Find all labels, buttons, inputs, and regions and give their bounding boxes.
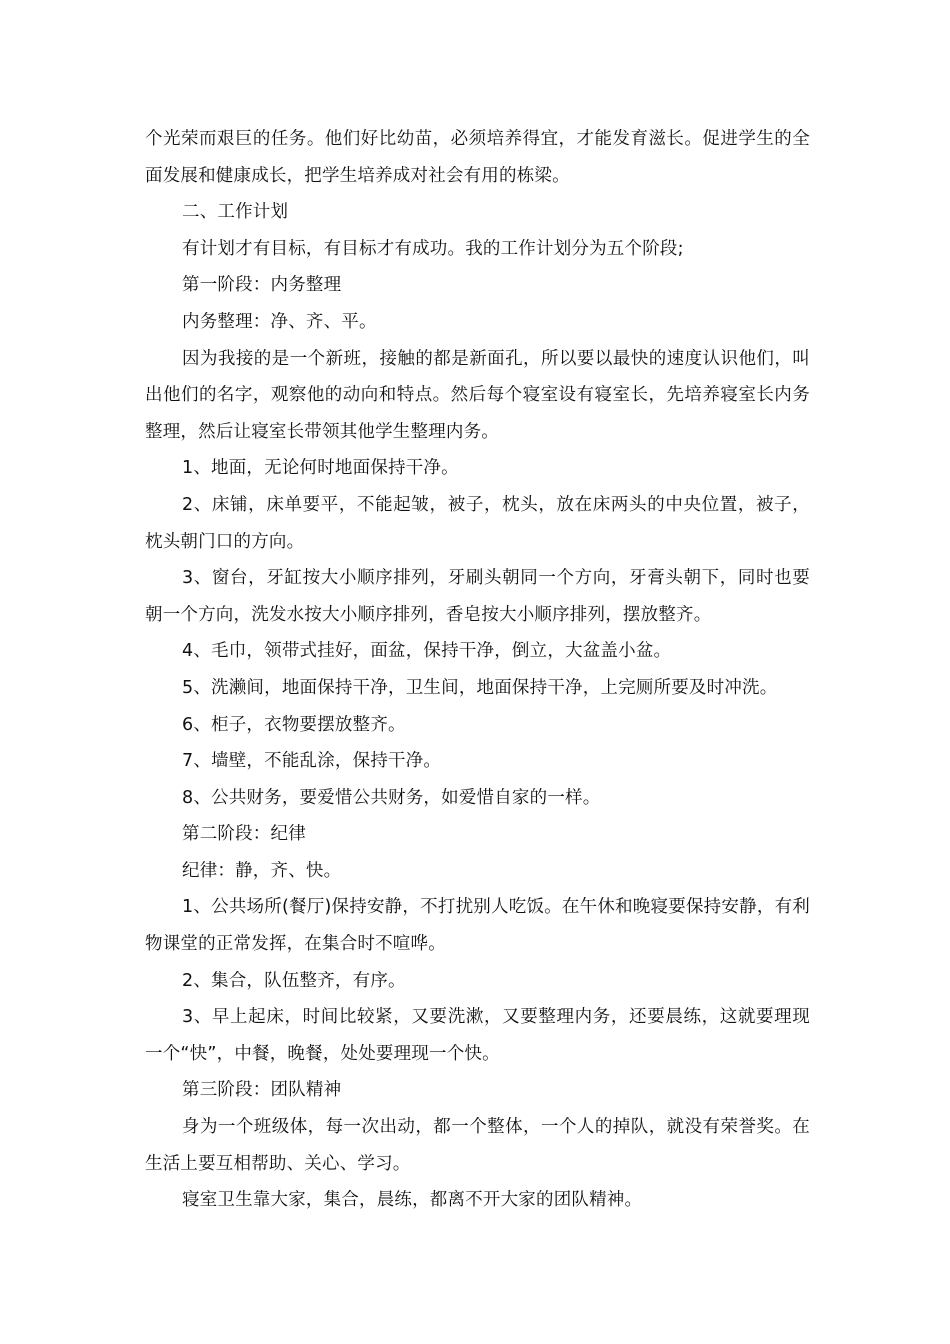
paragraph: 有计划才有目标，有目标才有成功。我的工作计划分为五个阶段;	[182, 238, 684, 259]
list-item: 5、洗濑间，地面保持干净，卫生间，地面保持干净，上完厕所要及时冲洗。	[182, 677, 778, 698]
paragraph: 寝室卫生靠大家，集合，晨练，都离不开大家的团队精神。	[182, 1190, 643, 1211]
section-heading-work-plan: 二、工作计划	[182, 202, 289, 223]
list-item: 3、窗台，牙缸按大小顺序排列，牙刷头朝同一个方向，牙膏头朝下，同时也要朝一个方向，洗发水按大小顺序排列，香皂按大小顺序排列，摆放整齐。	[145, 568, 810, 625]
list-item: 4、毛巾，领带式挂好，面盆，保持干净，倒立，大盆盖小盆。	[182, 641, 672, 662]
list-item: 2、集合，队伍整齐，有序。	[182, 970, 406, 991]
list-item: 7、墙壁，不能乱涂，保持干净。	[182, 751, 442, 772]
paragraph: 身为一个班级体，每一次出动，都一个整体，一个人的掉队，就没有荣誉奖。在生活上要互相帮助、关心、学习。	[145, 1117, 810, 1174]
paragraph: 因为我接的是一个新班，接触的都是新面孔，所以要以最快的速度认识他们，叫出他们的名字，观察他的动向和特点。然后每个寝室设有寝室长，先培养寝室长内务整理，然后让寝室长带领其他学生整理内务。	[145, 348, 810, 442]
stage-heading-3: 第三阶段：团队精神	[182, 1080, 342, 1101]
list-item: 8、公共财务，要爱惜公共财务，如爱惜自家的一样。	[182, 787, 601, 808]
list-item: 1、公共场所(餐厅)保持安静，不打扰别人吃饭。在午休和晚寝要保持安静，有利物课堂的正常发挥，在集合时不喧哗。	[145, 897, 810, 955]
list-item: 3、早上起床，时间比较紧，又要洗漱，又要整理内务，还要晨练，这就要理现一个“快”，中餐，晚餐，处处要理现一个快。	[145, 1007, 810, 1064]
paragraph: 个光荣而艰巨的任务。他们好比幼苗，必须培养得宜，才能发育滋长。促进学生的全面发展和健康成长，把学生培养成对社会有用的栋梁。	[145, 129, 810, 186]
stage-heading-2: 第二阶段：纪律	[182, 824, 306, 845]
list-item: 1、地面，无论何时地面保持干净。	[182, 458, 459, 479]
stage-heading-1: 第一阶段：内务整理	[182, 275, 342, 296]
paragraph: 纪律：静，齐、快。	[182, 860, 342, 881]
list-item: 2、床铺，床单要平，不能起皱，被子，枕头，放在床两头的中央位置，被子，枕头朝门口的方向。	[145, 494, 810, 552]
paragraph: 内务整理：净、齐、平。	[182, 311, 377, 332]
list-item: 6、柜子，衣物要摆放整齐。	[182, 714, 406, 735]
document-body	[145, 121, 810, 1219]
